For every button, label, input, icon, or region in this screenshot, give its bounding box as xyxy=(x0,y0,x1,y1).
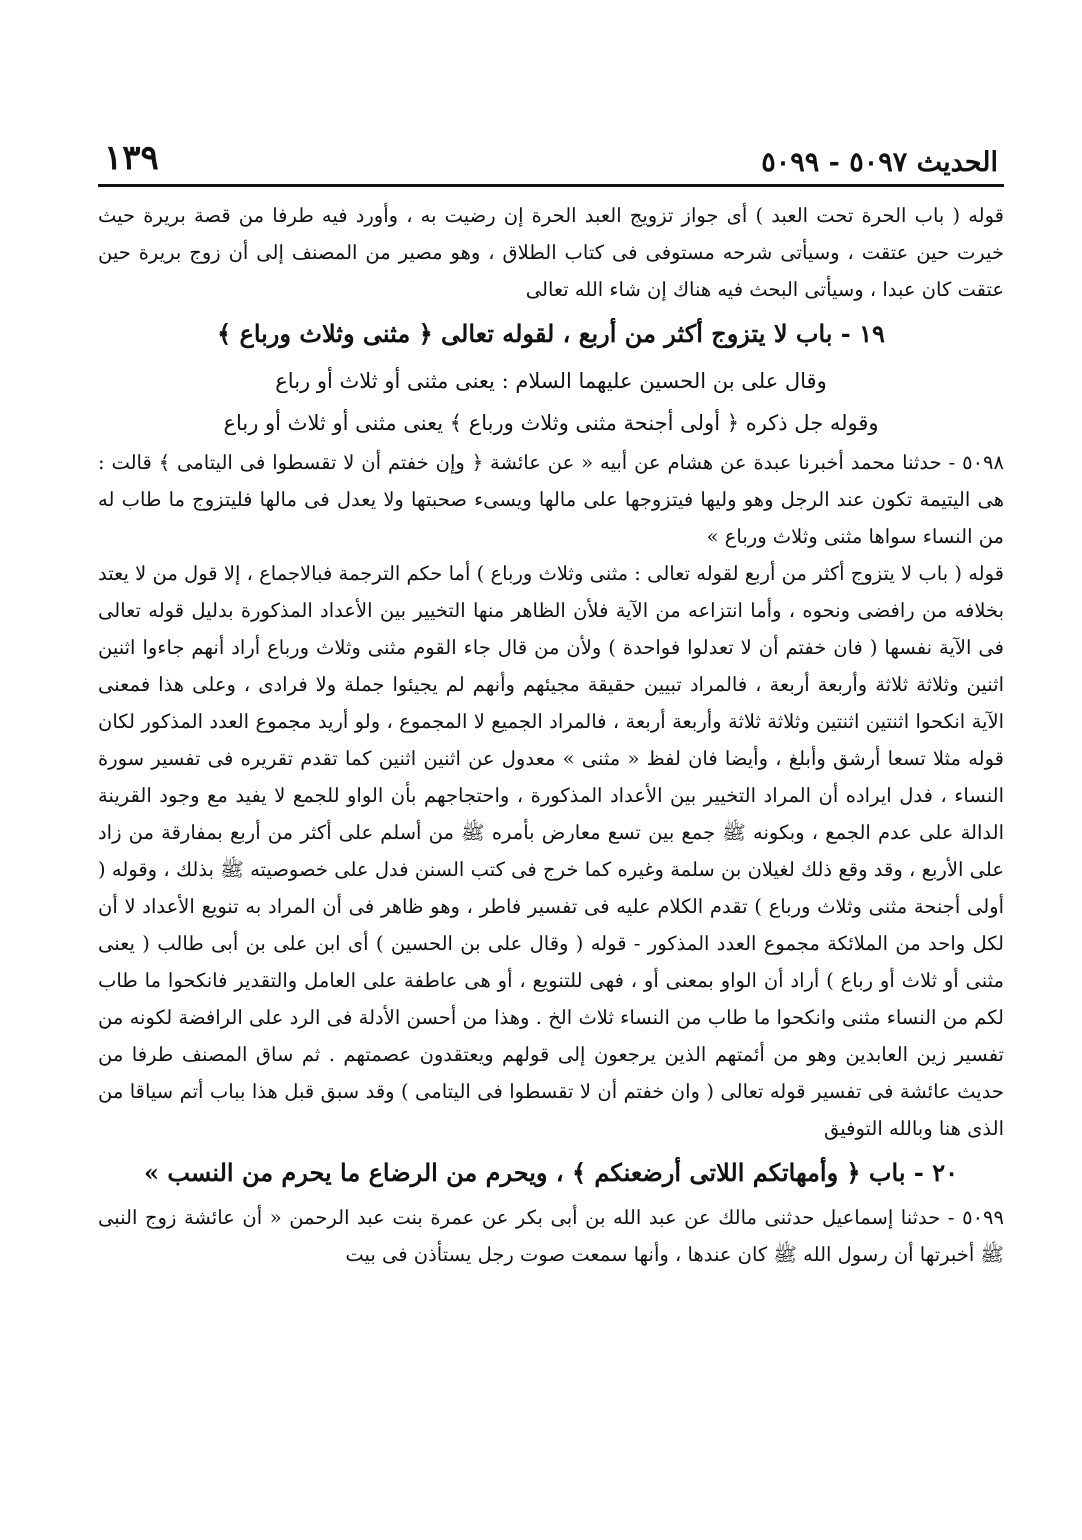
commentary-paragraph-1: قوله ( باب الحرة تحت العبد ) أى جواز تزويج العبد الحرة إن رضيت به ، وأورد فيه طرفا من قصة بريرة حيث خيرت حين عتقت ، وسيأتى شرحه مستوفى فى كتاب الطلاق ، وهو مصير من المصنف إلى أن زوج بريرة حين عتقت كان عبدا ، وسيأتى البحث فيه هناك إن شاء الله تعالى xyxy=(98,204,1004,301)
ali-quote-line: وقال على بن الحسين عليهما السلام : يعنى مثنى أو ثلاث أو رباع xyxy=(275,369,827,393)
header-title: الحديث ٥٠٩٧ - ٥٠٩٩ xyxy=(761,147,998,178)
hadith-5099: ٥٠٩٩ - حدثنا إسماعيل حدثنى مالك عن عبد الله بن أبى بكر عن عمرة بنت عبد الرحمن « أن عائشة زوج النبى ﷺ أخبرتها أن رسول الله ﷺ كان عندها ، وأنها سمعت صوت رجل يستأذن فى بيت xyxy=(98,1206,1004,1266)
running-header xyxy=(98,140,1004,178)
page-number: ١٣٩ xyxy=(104,138,159,178)
hadith-5098: ٥٠٩٨ - حدثنا محمد أخبرنا عبدة عن هشام عن أبيه « عن عائشة ﴿ وإن خفتم أن لا تقسطوا فى اليتامى ﴾ قالت : هى اليتيمة تكون عند الرجل وهو وليها فيتزوجها على مالها ويسىء صحبتها ولا يعدل فى مالها فليتزوج ما طاب له من النساء سواها مثنى وثلاث ورباع » xyxy=(98,451,1004,548)
chapter-heading-19: ١٩ - باب لا يتزوج أكثر من أربع ، لقوله تعالى ﴿ مثنى وثلاث ورباع ﴾ xyxy=(217,319,885,348)
chapter-heading-20: ٢٠ - باب ﴿ وأمهاتكم اللاتى أرضعنكم ﴾ ، ويحرم من الرضاع ما يحرم من النسب » xyxy=(144,1158,958,1187)
header-rule xyxy=(98,184,1004,187)
verse-line: وقوله جل ذكره ﴿ أولى أجنحة مثنى وثلاث ورباع ﴾ يعنى مثنى أو ثلاث أو رباع xyxy=(223,411,879,435)
commentary-paragraph-2: قوله ( باب لا يتزوج أكثر من أربع لقوله تعالى : مثنى وثلاث ورباع ) أما حكم الترجمة فبالاجماع ، إلا قول من لا يعتد بخلافه من رافضى ونحوه ، وأما انتزاعه من الآية فلأن الظاهر منها التخيير بين الأعداد المذكورة بدليل قوله تعالى فى الآية نفسها ( فان خفتم أن لا تعدلوا فواحدة ) ولأن من قال جاء القوم مثنى وثلاث ورباع أراد أنهم جاءوا اثنين اثنين وثلاثة ثلاثة وأربعة أربعة ، فالمراد تبيين حقيقة مجيئهم وأنهم لم يجيئوا جملة ولا فرادى ، وعلى هذا فمعنى الآية انكحوا اثنتين اثنتين وثلاثة ثلاثة وأربعة أربعة ، فالمراد الجميع لا المجموع ، ولو أريد مجموع العدد المذكور لكان قوله مثلا تسعا أرشق وأبلغ ، وأيضا فان لفظ « مثنى » معدول عن اثنين اثنين كما تقدم تقريره فى تفسير سورة النساء ، فدل ايراده أن المراد التخيير بين الأعداد المذكورة ، واحتجاجهم بأن الواو للجمع لا يفيد مع وجود القرينة الدالة على عدم الجمع ، وبكونه ﷺ جمع بين تسع معارض بأمره ﷺ من أسلم على أكثر من أربع بمفارقة من زاد على الأربع ، وقد وقع ذلك لغيلان بن سلمة وغيره كما خرج فى كتب السنن فدل على خصوصيته ﷺ بذلك ، وقوله ( أولى أجنحة مثنى وثلاث ورباع ) تقدم الكلام عليه فى تفسير فاطر ، وهو ظاهر فى أن المراد به تنويع الأعداد لا أن لكل واحد من الملائكة مجموع العدد المذكور - قوله ( وقال على بن الحسين ) أى ابن على بن أبى طالب ( يعنى مثنى أو ثلاث أو رباع ) أراد أن الواو بمعنى أو ، فهى للتنويع ، أو هى عاطفة على العامل والتقدير فانكحوا ما طاب لكم من النساء مثنى وانكحوا ما طاب من النساء ثلاث الخ . وهذا من أحسن الأدلة فى الرد على الرافضة لكونه من تفسير زين العابدين وهو من أئمتهم الذين يرجعون إلى قولهم ويعتقدون عصمتهم . ثم ساق المصنف طرفا من حديث عائشة فى تفسير قوله تعالى ( وان خفتم أن لا تقسطوا فى اليتامى ) وقد سبق قبل هذا بباب أتم سياقا من الذى هنا وبالله التوفيق xyxy=(98,562,1004,1140)
